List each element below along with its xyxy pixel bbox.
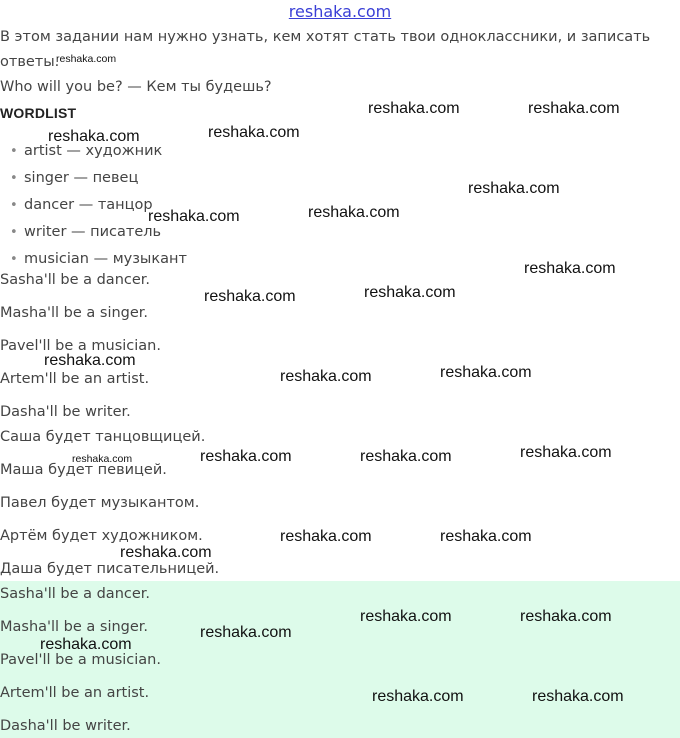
question-heading: Who will you be? — Кем ты будешь? [0, 79, 272, 95]
watermark: reshaka.com [524, 260, 616, 277]
watermark: reshaka.com [200, 448, 292, 465]
wordlist-item: • artist — художник [10, 138, 187, 165]
wordlist [10, 138, 187, 273]
wordlist-item: • musician — музыкант [10, 246, 187, 273]
watermark: reshaka.com [208, 124, 300, 141]
bullet-icon: • [10, 171, 18, 186]
watermark: reshaka.com [56, 53, 117, 65]
watermark: reshaka.com [368, 100, 460, 117]
watermark: reshaka.com [360, 608, 452, 625]
english-sentence: Dasha'll be writer. [0, 404, 131, 420]
english-sentence: Masha'll be a singer. [0, 305, 149, 321]
russian-sentence: Даша будет писательницей. [0, 561, 220, 577]
watermark: reshaka.com [528, 100, 620, 117]
wordlist-item: • writer — писатель [10, 219, 187, 246]
watermark: reshaka.com [520, 608, 612, 625]
watermark: reshaka.com [40, 636, 132, 653]
watermark: reshaka.com [280, 528, 372, 545]
english-sentence: Sasha'll be a dancer. [0, 272, 151, 288]
watermark: reshaka.com [72, 453, 133, 465]
answer-sentence: Artem'll be an artist. [0, 685, 150, 701]
watermark: reshaka.com [532, 688, 624, 705]
russian-sentence: Маша будет певицей. [0, 462, 167, 478]
wordlist-item: • dancer — танцор [10, 192, 187, 219]
wordlist-title: WORDLIST [0, 105, 77, 121]
watermark: reshaka.com [520, 444, 612, 461]
watermark: reshaka.com [468, 180, 560, 197]
watermark: reshaka.com [148, 208, 240, 225]
watermark: reshaka.com [440, 528, 532, 545]
answer-sentence: Pavel'll be a musician. [0, 652, 161, 668]
wordlist-item: • singer — певец [10, 165, 187, 192]
task-intro: В этом задании нам нужно узнать, кем хотят стать твои одноклассники, и записать ответы. [0, 29, 651, 70]
answer-sentence: Dasha'll be writer. [0, 718, 131, 734]
bullet-icon: • [10, 225, 18, 240]
answer-sentence: Masha'll be a singer. [0, 619, 149, 635]
watermark: reshaka.com [440, 364, 532, 381]
answer-sentence: Sasha'll be a dancer. [0, 586, 151, 602]
watermark: reshaka.com [360, 448, 452, 465]
watermark: reshaka.com [48, 128, 140, 145]
english-sentence: Artem'll be an artist. [0, 371, 150, 387]
bullet-icon: • [10, 252, 18, 267]
watermark: reshaka.com [308, 204, 400, 221]
watermark: reshaka.com [280, 368, 372, 385]
russian-sentence: Павел будет музыкантом. [0, 495, 200, 511]
watermark: reshaka.com [120, 544, 212, 561]
english-sentence: Pavel'll be a musician. [0, 338, 161, 354]
bullet-icon: • [10, 198, 18, 213]
watermark: reshaka.com [364, 284, 456, 301]
watermark: reshaka.com [44, 352, 136, 369]
site-header-link[interactable]: reshaka.com [288, 2, 392, 21]
russian-sentence: Артём будет художником. [0, 528, 203, 544]
bullet-icon: • [10, 144, 18, 159]
watermark: reshaka.com [200, 624, 292, 641]
russian-sentence: Саша будет танцовщицей. [0, 429, 206, 445]
watermark: reshaka.com [372, 688, 464, 705]
watermark: reshaka.com [204, 288, 296, 305]
